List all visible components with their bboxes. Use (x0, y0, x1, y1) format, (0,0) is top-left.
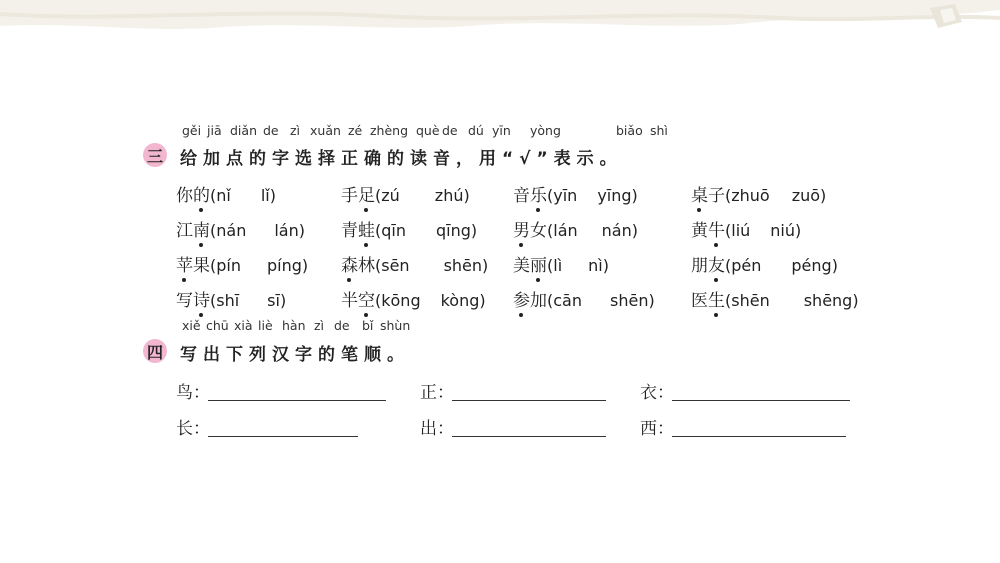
open-paren: ( (210, 256, 217, 275)
open-paren: ( (375, 291, 382, 310)
word: 森林 (341, 251, 375, 276)
pinyin-option[interactable]: lán (274, 221, 299, 240)
word: 桌子 (691, 181, 725, 206)
close-paren: ) (470, 221, 478, 240)
pinyin-option[interactable]: sī (267, 291, 280, 310)
open-paren: ( (210, 221, 217, 240)
pinyin-option[interactable]: pín (216, 256, 241, 275)
pinyin: zhèng (370, 123, 409, 138)
word: 参加 (513, 286, 547, 311)
emphasis-dot-icon (714, 243, 718, 247)
pinyin: shùn (380, 318, 411, 333)
open-paren: ( (210, 186, 217, 205)
reading-choice-item (176, 251, 308, 276)
pinyin: què (416, 123, 440, 138)
pinyin-option[interactable]: niú (770, 221, 796, 240)
stroke-order-answer-line[interactable] (208, 436, 358, 437)
pinyin-option[interactable]: qīn (381, 221, 406, 240)
emphasis-dot-icon (364, 243, 368, 247)
pinyin: de (334, 318, 350, 333)
pinyin: jiā (207, 123, 222, 138)
close-paren: ) (301, 256, 309, 275)
stroke-order-label: 正： (420, 383, 454, 403)
pinyin-option[interactable]: shī (216, 291, 240, 310)
emphasis-dot-icon (347, 278, 351, 282)
close-paren: ) (631, 221, 638, 240)
reading-choice-item (691, 286, 859, 311)
reading-choice-item (513, 251, 609, 276)
pinyin-option[interactable]: nán (601, 221, 632, 240)
emphasis-dot-icon (714, 278, 718, 282)
section-four-title: 写出下列汉字的笔顺。 (180, 345, 410, 365)
pinyin: shì (650, 123, 668, 138)
pinyin-option[interactable]: liú (731, 221, 751, 240)
pinyin-option[interactable]: yīn (553, 186, 578, 205)
open-paren: ( (547, 186, 554, 205)
emphasis-dot-icon (182, 278, 186, 282)
close-paren: ) (795, 221, 802, 240)
word: 音乐 (513, 181, 547, 206)
close-paren: ) (831, 256, 838, 275)
pinyin-option[interactable]: zuō (791, 186, 821, 205)
emphasis-dot-icon (364, 313, 368, 317)
word: 医生 (691, 286, 725, 311)
emphasis-dot-icon (714, 313, 718, 317)
close-paren: ) (648, 291, 655, 310)
reading-choice-item (341, 286, 486, 311)
close-paren: ) (631, 186, 638, 205)
word: 男女 (513, 216, 547, 241)
stroke-order-label: 西： (640, 419, 674, 439)
pinyin: liè (258, 318, 273, 333)
word: 朋友 (691, 251, 725, 276)
pinyin: bǐ (362, 318, 374, 333)
reading-choice-item (176, 286, 286, 311)
pinyin-option[interactable]: kòng (440, 291, 480, 310)
open-paren: ( (375, 186, 382, 205)
pinyin: zé (348, 123, 363, 138)
pinyin-option[interactable]: nán (216, 221, 247, 240)
pinyin-option[interactable]: pén (731, 256, 762, 275)
close-paren: ) (479, 291, 486, 310)
pinyin: zì (314, 318, 325, 333)
reading-choice-item (691, 216, 801, 241)
emphasis-dot-icon (536, 208, 540, 212)
close-paren: ) (463, 186, 470, 205)
emphasis-dot-icon (364, 208, 368, 212)
pinyin-option[interactable]: qīng (436, 221, 471, 240)
close-paren: ) (602, 256, 609, 275)
section-three-badge: 三 (143, 143, 167, 167)
open-paren: ( (725, 221, 732, 240)
reading-choice-item (176, 181, 276, 206)
pinyin: dú (468, 123, 484, 138)
stroke-order-label: 出： (420, 419, 454, 439)
close-paren: ) (279, 291, 287, 310)
pinyin-option[interactable]: zú (381, 186, 400, 205)
pinyin: yīn (492, 123, 511, 138)
emphasis-dot-icon (519, 313, 523, 317)
word: 手足 (341, 181, 375, 206)
pinyin-option[interactable]: lǐ (260, 186, 270, 205)
reading-choice-item (176, 216, 305, 241)
pinyin: biǎo (616, 123, 643, 138)
pinyin: hàn (282, 318, 306, 333)
stroke-order-label: 衣： (640, 383, 674, 403)
pinyin-option[interactable]: lì (553, 256, 563, 275)
reading-choice-item (513, 216, 638, 241)
section-three-title: 给加点的字选择正确的读音，用“√”表示。 (180, 149, 623, 169)
pinyin: zì (290, 123, 301, 138)
pinyin-option[interactable]: nǐ (216, 186, 231, 205)
emphasis-dot-icon (199, 243, 203, 247)
word: 美丽 (513, 251, 547, 276)
reading-choice-item (691, 251, 838, 276)
reading-choice-item (513, 181, 638, 206)
open-paren: ( (725, 256, 732, 275)
reading-choice-item (341, 251, 488, 276)
reading-choice-item (691, 181, 826, 206)
stroke-order-answer-line[interactable] (452, 436, 606, 437)
word: 江南 (176, 216, 210, 241)
open-paren: ( (547, 291, 554, 310)
pinyin-option[interactable]: péng (791, 256, 832, 275)
open-paren: ( (547, 256, 554, 275)
close-paren: ) (852, 291, 859, 310)
pinyin-option[interactable]: lán (553, 221, 578, 240)
pinyin-option[interactable]: shēn (731, 291, 770, 310)
pinyin: yòng (530, 123, 561, 138)
pinyin-option[interactable]: zhuō (731, 186, 770, 205)
emphasis-dot-icon (536, 278, 540, 282)
word: 苹果 (176, 251, 210, 276)
open-paren: ( (725, 291, 732, 310)
pinyin: gěi (182, 123, 202, 138)
pinyin-option[interactable]: sēn (381, 256, 410, 275)
pinyin: xià (234, 318, 253, 333)
reading-choice-item (513, 286, 655, 311)
reading-choice-item (341, 216, 477, 241)
word: 青蛙 (341, 216, 375, 241)
close-paren: ) (820, 186, 827, 205)
pinyin-option[interactable]: shēn (443, 256, 483, 275)
emphasis-dot-icon (199, 208, 203, 212)
pinyin: de (263, 123, 279, 138)
close-paren: ) (269, 186, 276, 205)
word: 写诗 (176, 286, 210, 311)
open-paren: ( (725, 186, 732, 205)
open-paren: ( (210, 291, 217, 310)
pinyin-option[interactable]: shēn (610, 291, 649, 310)
stroke-order-answer-line[interactable] (452, 400, 606, 401)
emphasis-dot-icon (697, 208, 701, 212)
close-paren: ) (298, 221, 305, 240)
open-paren: ( (547, 221, 554, 240)
pinyin: xuǎn (310, 123, 341, 138)
word: 半空 (341, 286, 375, 311)
emphasis-dot-icon (199, 313, 203, 317)
stroke-order-answer-line[interactable] (208, 400, 386, 401)
close-paren: ) (482, 256, 489, 275)
word: 你的 (176, 181, 210, 206)
brush-stroke-decoration (0, 0, 1000, 40)
stroke-order-answer-line[interactable] (672, 436, 846, 437)
pinyin-option[interactable]: zhú (434, 186, 464, 205)
open-paren: ( (375, 221, 382, 240)
pinyin-option[interactable]: nì (588, 256, 603, 275)
reading-choice-item (341, 181, 470, 206)
emphasis-dot-icon (519, 243, 523, 247)
section-four-badge: 四 (143, 339, 167, 363)
open-paren: ( (375, 256, 382, 275)
pinyin-option[interactable]: kōng (381, 291, 421, 310)
pinyin-option[interactable]: cān (553, 291, 582, 310)
pinyin-option[interactable]: píng (267, 256, 302, 275)
pinyin-option[interactable]: yīng (597, 186, 632, 205)
stroke-order-answer-line[interactable] (672, 400, 850, 401)
pinyin-option[interactable]: shēng (803, 291, 853, 310)
word: 黄牛 (691, 216, 725, 241)
stroke-order-label: 长： (176, 419, 210, 439)
stroke-order-label: 鸟： (176, 383, 210, 403)
pinyin: de (442, 123, 458, 138)
pinyin: diǎn (230, 123, 257, 138)
pinyin: xiě (182, 318, 201, 333)
pinyin: chū (206, 318, 229, 333)
